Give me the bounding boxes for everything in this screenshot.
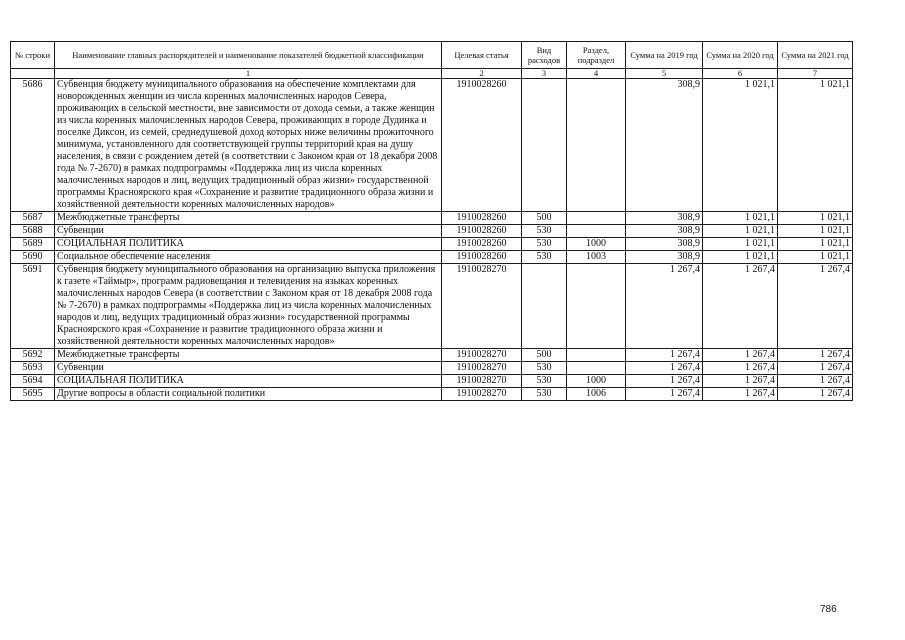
table-row xyxy=(11,375,853,388)
section-cell xyxy=(567,362,626,375)
sum-2019-cell: 308,9 xyxy=(626,225,703,238)
target-article-cell: 1910028260 xyxy=(442,212,522,225)
sum-2021-cell: 1 267,4 xyxy=(778,388,853,401)
target-article-cell: 1910028270 xyxy=(442,264,522,349)
sum-2019-cell: 308,9 xyxy=(626,238,703,251)
column-index-cell: 4 xyxy=(567,69,626,79)
header-row-number: № строки xyxy=(11,42,55,69)
section-cell xyxy=(567,225,626,238)
target-article-cell: 1910028270 xyxy=(442,349,522,362)
row-name-cell: Другие вопросы в области социальной политики xyxy=(55,388,442,401)
row-number-cell: 5691 xyxy=(11,264,55,349)
column-index-cell xyxy=(11,69,55,79)
row-number-cell: 5690 xyxy=(11,251,55,264)
row-name-cell: Субвенция бюджету муниципального образования на организацию выпуска приложения к газете «Таймыр», программ радиовещания и телевидения на языках коренных малочисленных народов Севера (в соответствии с Законом края от 18 декабря 2008 года № 7-2670) в рамках подпрограммы «Поддержка лиц из числа коренных малочисленных народов и лиц, ведущих традиционный образ жизни» государственной программы Красноярского края «Сохранение и развитие традиционного образа жизни и хозяйственной деятельности коренных малочисленных народов» xyxy=(55,264,442,349)
section-cell: 1003 xyxy=(567,251,626,264)
target-article-cell: 1910028260 xyxy=(442,225,522,238)
sum-2021-cell: 1 021,1 xyxy=(778,79,853,212)
row-name-cell: СОЦИАЛЬНАЯ ПОЛИТИКА xyxy=(55,238,442,251)
column-index-cell: 2 xyxy=(442,69,522,79)
header-sum-2020: Сумма на 2020 год xyxy=(703,42,778,69)
sum-2021-cell: 1 021,1 xyxy=(778,212,853,225)
row-number-cell: 5687 xyxy=(11,212,55,225)
sum-2019-cell: 1 267,4 xyxy=(626,349,703,362)
section-cell xyxy=(567,79,626,212)
section-cell xyxy=(567,264,626,349)
column-index-cell: 1 xyxy=(55,69,442,79)
budget-table xyxy=(10,41,853,401)
section-cell xyxy=(567,349,626,362)
sum-2020-cell: 1 267,4 xyxy=(703,375,778,388)
row-number-cell: 5693 xyxy=(11,362,55,375)
table-row xyxy=(11,251,853,264)
column-index-cell: 3 xyxy=(522,69,567,79)
expense-kind-cell: 500 xyxy=(522,212,567,225)
sum-2021-cell: 1 267,4 xyxy=(778,349,853,362)
sum-2020-cell: 1 021,1 xyxy=(703,251,778,264)
target-article-cell: 1910028270 xyxy=(442,375,522,388)
expense-kind-cell: 530 xyxy=(522,388,567,401)
expense-kind-cell: 530 xyxy=(522,238,567,251)
table-header-row xyxy=(11,42,853,69)
row-name-cell: СОЦИАЛЬНАЯ ПОЛИТИКА xyxy=(55,375,442,388)
table-row xyxy=(11,264,853,349)
column-index-cell: 6 xyxy=(703,69,778,79)
row-number-cell: 5694 xyxy=(11,375,55,388)
section-cell: 1000 xyxy=(567,238,626,251)
sum-2020-cell: 1 267,4 xyxy=(703,362,778,375)
table-body xyxy=(11,69,853,401)
sum-2019-cell: 308,9 xyxy=(626,212,703,225)
row-name-cell: Межбюджетные трансферты xyxy=(55,349,442,362)
target-article-cell: 1910028260 xyxy=(442,251,522,264)
sum-2020-cell: 1 021,1 xyxy=(703,225,778,238)
expense-kind-cell: 530 xyxy=(522,362,567,375)
row-name-cell: Субвенции xyxy=(55,362,442,375)
column-index-cell: 7 xyxy=(778,69,853,79)
section-cell xyxy=(567,212,626,225)
table-row xyxy=(11,238,853,251)
header-section: Раздел, подраздел xyxy=(567,42,626,69)
target-article-cell: 1910028270 xyxy=(442,362,522,375)
sum-2021-cell: 1 267,4 xyxy=(778,264,853,349)
sum-2020-cell: 1 267,4 xyxy=(703,388,778,401)
row-name-cell: Субвенции xyxy=(55,225,442,238)
table-row xyxy=(11,79,853,212)
sum-2019-cell: 1 267,4 xyxy=(626,375,703,388)
target-article-cell: 1910028270 xyxy=(442,388,522,401)
sum-2021-cell: 1 021,1 xyxy=(778,251,853,264)
row-number-cell: 5688 xyxy=(11,225,55,238)
column-index-row xyxy=(11,69,853,79)
sum-2020-cell: 1 267,4 xyxy=(703,264,778,349)
row-number-cell: 5686 xyxy=(11,79,55,212)
header-expense-kind: Вид расходов xyxy=(522,42,567,69)
section-cell: 1006 xyxy=(567,388,626,401)
page-number: 786 xyxy=(820,604,837,615)
expense-kind-cell: 530 xyxy=(522,251,567,264)
sum-2021-cell: 1 267,4 xyxy=(778,375,853,388)
sum-2019-cell: 1 267,4 xyxy=(626,264,703,349)
table-row xyxy=(11,362,853,375)
section-cell: 1000 xyxy=(567,375,626,388)
expense-kind-cell: 530 xyxy=(522,375,567,388)
row-number-cell: 5692 xyxy=(11,349,55,362)
sum-2019-cell: 1 267,4 xyxy=(626,388,703,401)
sum-2019-cell: 308,9 xyxy=(626,251,703,264)
sum-2020-cell: 1 021,1 xyxy=(703,79,778,212)
header-sum-2021: Сумма на 2021 год xyxy=(778,42,853,69)
table-row xyxy=(11,349,853,362)
row-name-cell: Межбюджетные трансферты xyxy=(55,212,442,225)
sum-2021-cell: 1 267,4 xyxy=(778,362,853,375)
expense-kind-cell xyxy=(522,264,567,349)
header-name: Наименование главных распорядителей и наименование показателей бюджетной классификации xyxy=(55,42,442,69)
column-index-cell: 5 xyxy=(626,69,703,79)
sum-2021-cell: 1 021,1 xyxy=(778,225,853,238)
row-number-cell: 5695 xyxy=(11,388,55,401)
expense-kind-cell xyxy=(522,79,567,212)
row-name-cell: Субвенция бюджету муниципального образования на обеспечение комплектами для новорожденных женщин из числа коренных малочисленных народов Севера, проживающих в сельской местности, вне зависимости от дохода семьи, а также женщин из числа коренных малочисленных народов Севера, проживающих в городе Дудинка и поселке Диксон, из семей, среднедушевой доход которых ниже величины прожиточного минимума, установленного для соответствующей группы территорий края на душу населения, в связи с рождением детей (в соответствии с Законом края от 18 декабря 2008 года № 7-2670) в рамках подпрограммы «Поддержка лиц из числа коренных малочисленных народов и лиц, ведущих традиционный образ жизни» государственной программы Красноярского края «Сохранение и развитие традиционного образа жизни и хозяйственной деятельности коренных малочисленных народов» xyxy=(55,79,442,212)
table-row xyxy=(11,225,853,238)
sum-2021-cell: 1 021,1 xyxy=(778,238,853,251)
table-row xyxy=(11,212,853,225)
sum-2019-cell: 308,9 xyxy=(626,79,703,212)
row-name-cell: Социальное обеспечение населения xyxy=(55,251,442,264)
header-sum-2019: Сумма на 2019 год xyxy=(626,42,703,69)
target-article-cell: 1910028260 xyxy=(442,238,522,251)
expense-kind-cell: 530 xyxy=(522,225,567,238)
expense-kind-cell: 500 xyxy=(522,349,567,362)
row-number-cell: 5689 xyxy=(11,238,55,251)
sum-2019-cell: 1 267,4 xyxy=(626,362,703,375)
table-row xyxy=(11,388,853,401)
sum-2020-cell: 1 267,4 xyxy=(703,349,778,362)
header-target-article: Целевая статья xyxy=(442,42,522,69)
target-article-cell: 1910028260 xyxy=(442,79,522,212)
sum-2020-cell: 1 021,1 xyxy=(703,238,778,251)
sum-2020-cell: 1 021,1 xyxy=(703,212,778,225)
